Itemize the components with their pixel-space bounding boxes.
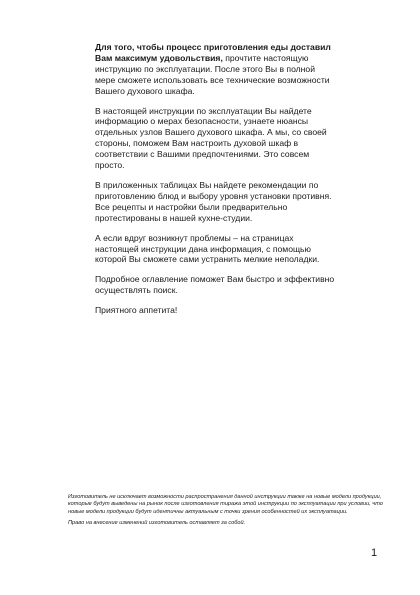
paragraph-troubleshooting: А если вдруг возникнут проблемы – на страницах настоящей инструкции дана информация, с помощью которой Вы сможете сами устранить мелкие неполадки. bbox=[95, 232, 320, 265]
footnote-applicability: Изготовитель не исключает возможности распространения данной инструкции также на новые модели продукции, которые будут выведены на рынок после изготовления тиража этой инструкции по эксплуатации при условии, что новые модели продукции будут идентичны актуальным с точки зрения особенностей их эксплуатации. bbox=[68, 494, 383, 515]
paragraph-safety: В настоящей инструкции по эксплуатации Вы найдете информацию о мерах безопасности, узнаете нюансы отдельных узлов Вашего духового шкафа. А мы, со своей стороны, поможем Вам настроить духовой шкаф в соответствии с Вашими предпочтениями. Это совсем просто. bbox=[95, 105, 327, 171]
intro-lead: Для того, чтобы процесс приготовления еды доставил Вам максимум удовольствия, bbox=[95, 42, 331, 63]
paragraph-contents: Подробное оглавление поможет Вам быстро и эффективно осуществлять поиск. bbox=[95, 274, 335, 296]
body-text bbox=[95, 42, 337, 325]
footnote bbox=[68, 494, 384, 532]
page-number: 1 bbox=[371, 547, 378, 559]
paragraph-tables: В приложенных таблицах Вы найдете рекомендации по приготовлению блюд и выбору уровня установки противня. Все рецепты и настройки были предварительно протестированы в нашей кухне-студии. bbox=[95, 179, 332, 223]
intro-paragraph bbox=[95, 42, 337, 97]
footnote-changes: Право на внесение изменений изготовитель оставляет за собой. bbox=[68, 520, 246, 527]
intro-rest: прочтите настоящую инструкцию по эксплуатации. После этого Вы в полной мере сможете использовать все технические возможности Вашего духового шкафа. bbox=[95, 52, 330, 96]
paragraph-closing: Приятного аппетита! bbox=[95, 305, 178, 316]
